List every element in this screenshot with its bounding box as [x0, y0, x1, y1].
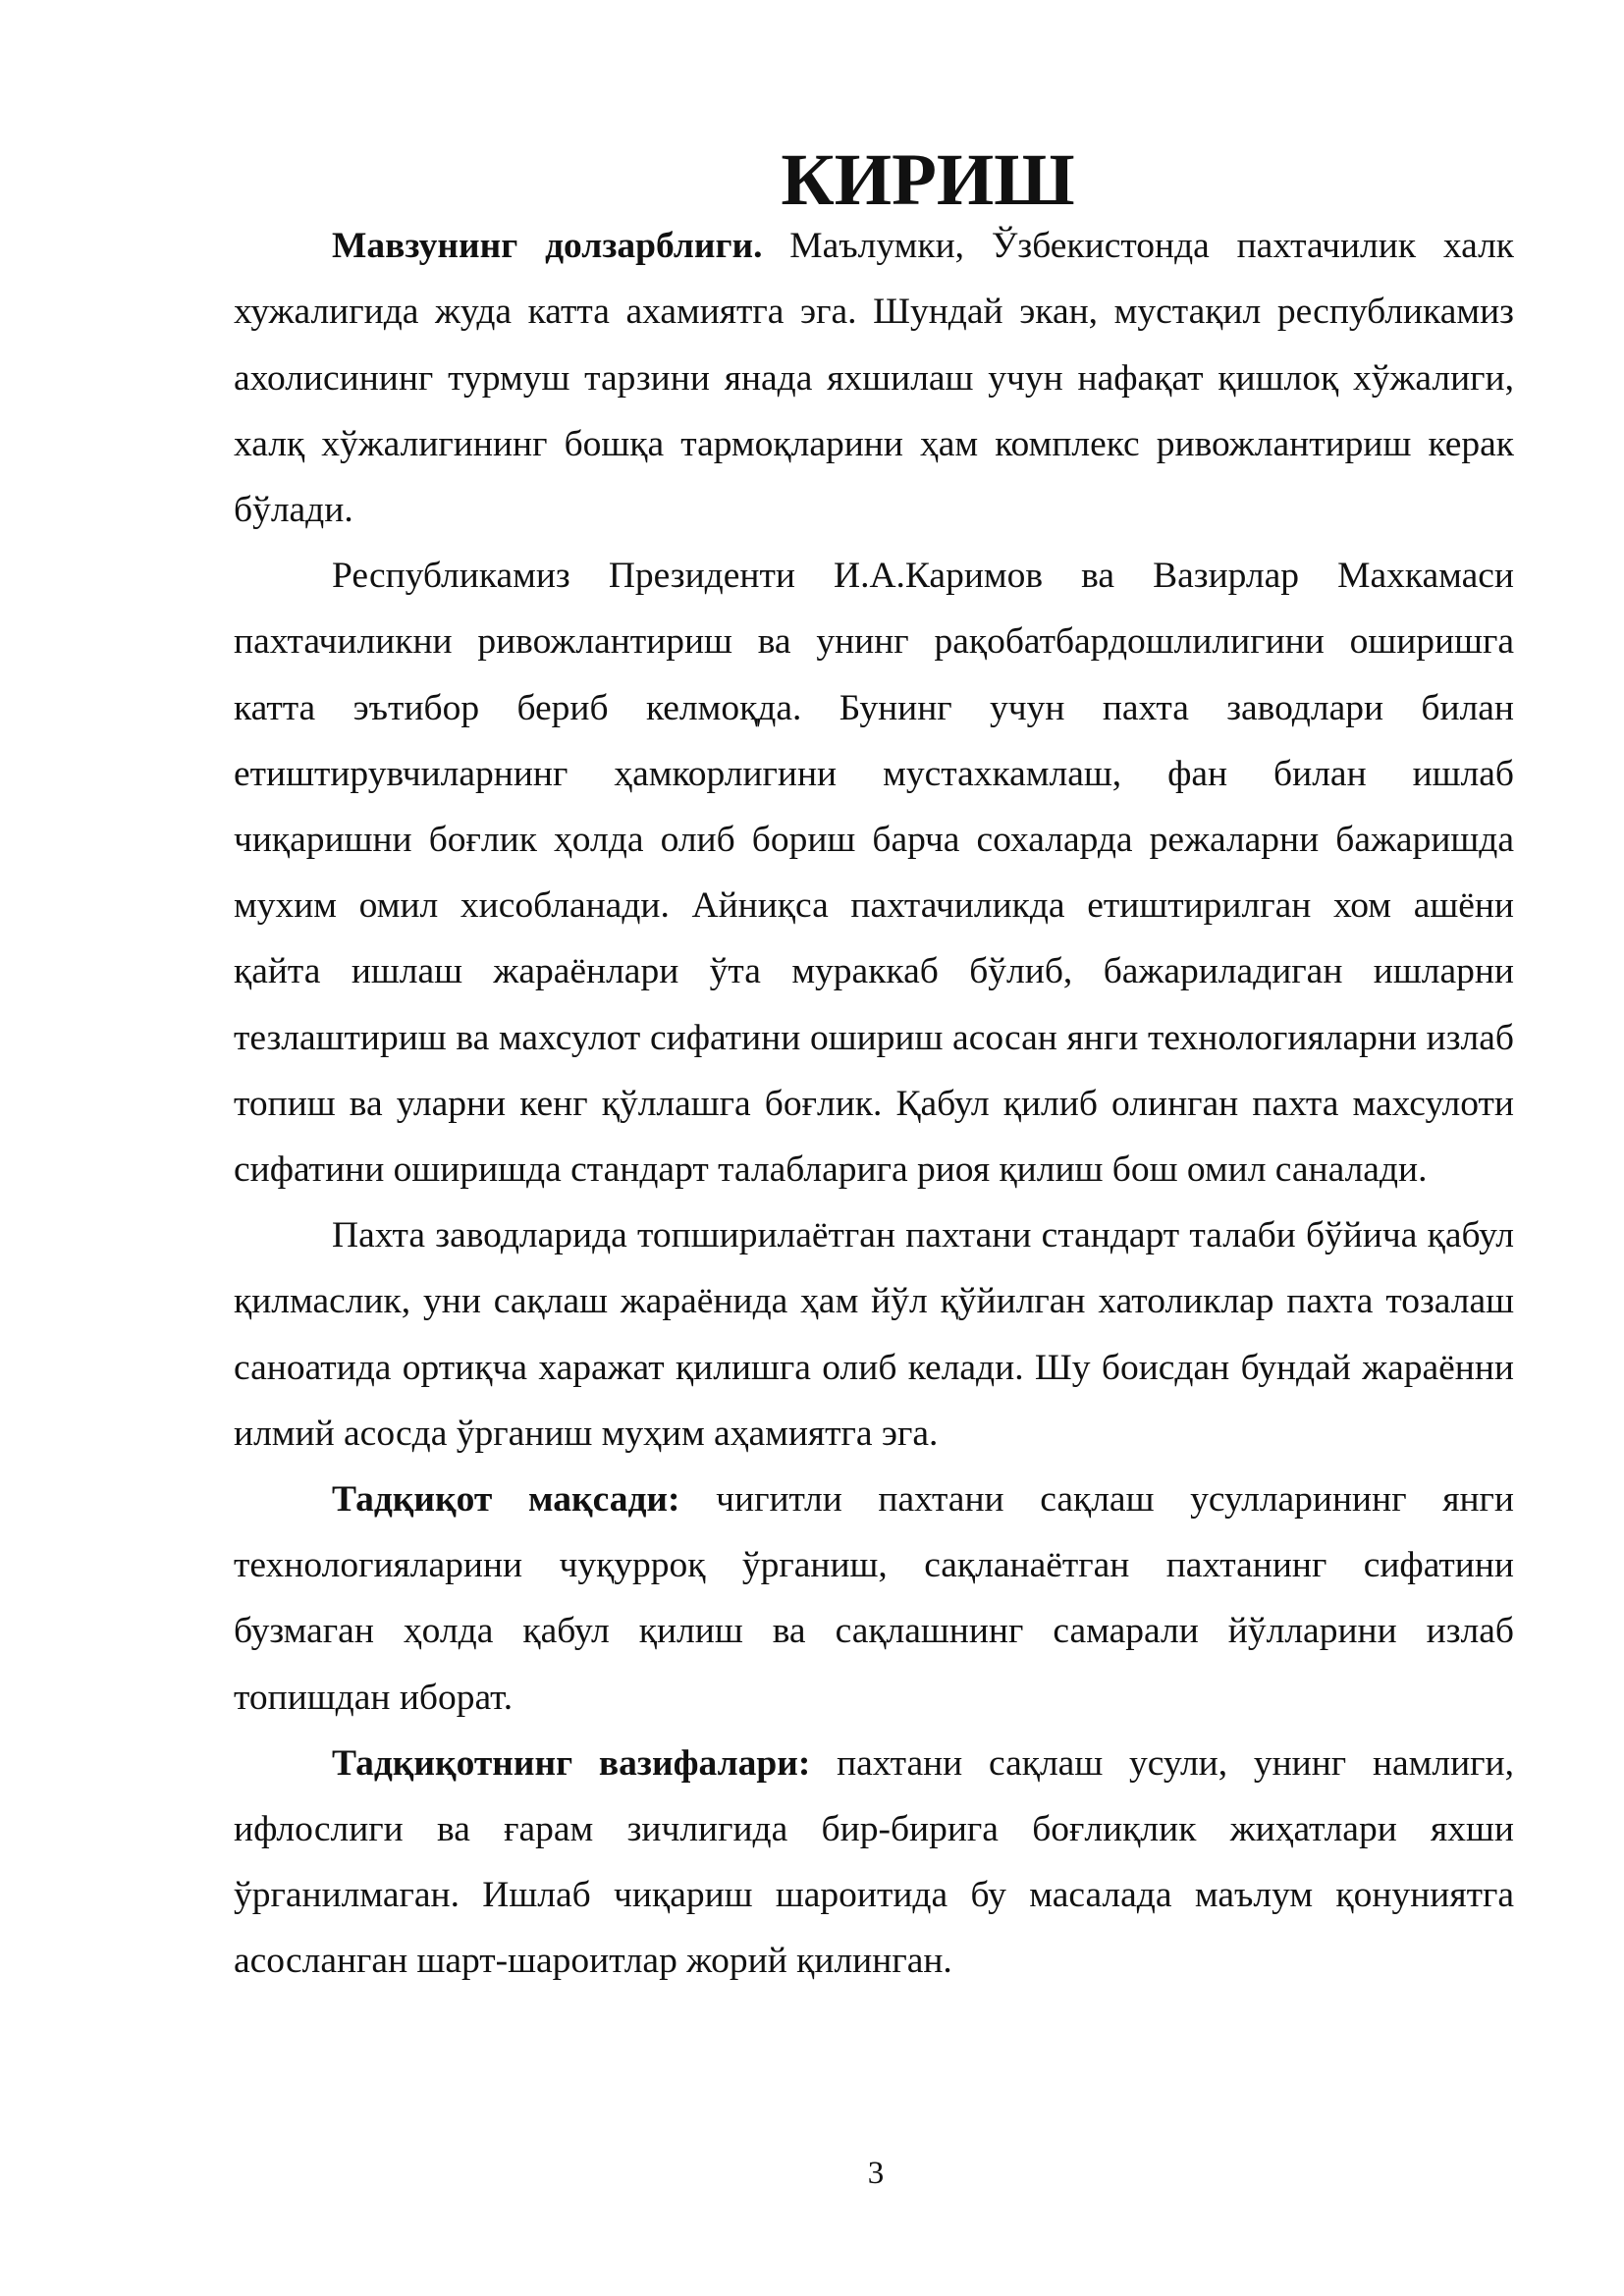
paragraph-lead: Тадқиқот мақсади:: [332, 1479, 680, 1521]
paragraph-text: пахтани сақлаш усули, унинг намлиги, ифлослиги ва ғарам зичлигида бир-бирига боғлиқлик жиҳатлари яхши ўрганилмаган. Ишлаб чиқариш шароитида бу масалада маълум қонуниятга асосланган шарт-шароитлар жорий қилинган.: [234, 1742, 1514, 1982]
paragraph-lead: Тадқиқотнинг вазифалари:: [332, 1742, 811, 1784]
page-heading: КИРИШ: [781, 139, 1075, 221]
paragraph-lead: Мавзунинг долзарблиги.: [332, 226, 763, 267]
page-number: 3: [867, 2156, 885, 2191]
paragraph-text: Республикамиз Президенти И.А.Каримов ва Вазирлар Махкамаси пахтачиликни ривожлантириш ва унинг рақобатбардошлилигини оширишга катта эътибор бериб келмоқда. Бунинг учун пахта заводлари билан етиштирувчиларнинг ҳамкорлигини мустахкамлаш, фан билан ишлаб чиқаришни боғлик ҳолда олиб бориш барча сохаларда режаларни бажаришда мухим омил хисобланади. Айниқса пахтачиликда етиштирилган хом ашёни қайта ишлаш жараёнлари ўта мураккаб бўлиб, бажариладиган ишларни тезлаштириш ва махсулот сифатини ошириш асосан янги технологияларни излаб топиш ва уларни кенг қўллашга боғлик. Қабул қилиб олинган пахта махсулоти сифатини оширишда стандарт талабларига риоя қилиш бош омил саналади.: [234, 556, 1514, 1191]
paragraph-text: Маълумки, Ўзбекистонда пахтачилик халк хужалигида жуда катта ахамиятга эга. Шундай экан, мустақил республикамиз ахолисининг турмуш тарзини янада яхшилаш учун нафақат қишлоқ хўжалиги, халқ хўжалигининг бошқа тармоқларини ҳам комплекс ривожлантириш керак бўлади.: [234, 226, 1515, 530]
paragraph-factories: [234, 1202, 1514, 1467]
paragraph-research-tasks: [234, 1731, 1514, 1995]
paragraph-research-goal: [234, 1467, 1514, 1731]
page-content: [234, 139, 1515, 1995]
paragraph-text: Пахта заводларида топширилаётган пахтани стандарт талаби бўйича қабул қилмаслик, уни сақлаш жараёнида ҳам йўл қўйилган хатоликлар пахта тозалаш саноатида ортиқча харажат қилишга олиб келади. Шу боисдан бундай жараённи илмий асосда ўрганиш муҳим аҳамиятга эга.: [234, 1215, 1514, 1454]
paragraph-president: [234, 543, 1514, 1202]
paragraph-relevance: [234, 213, 1514, 543]
paragraph-text: чигитли пахтани сақлаш усулларининг янги технологияларини чуқурроқ ўрганиш, сақланаётган пахтанинг сифатини бузмаган ҳолда қабул қилиш ва сақлашнинг самарали йўлларини излаб топишдан иборат.: [234, 1479, 1514, 1718]
